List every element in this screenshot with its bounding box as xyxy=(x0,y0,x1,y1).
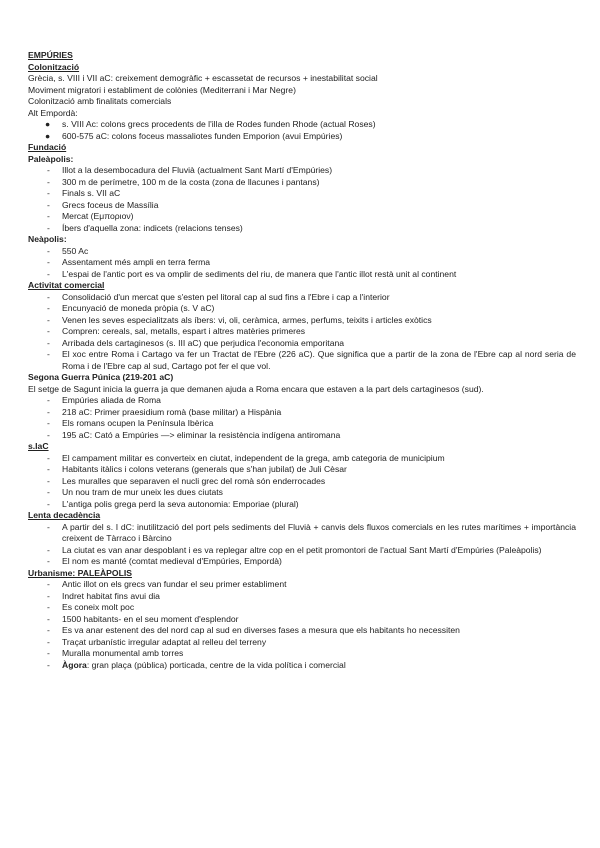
item-text: Muralla monumental amb torres xyxy=(62,648,184,658)
item-text: El campament militar es converteix en ciutat, independent de la grega, amb categoria de municipium xyxy=(62,452,445,463)
dash-marker: - xyxy=(47,337,50,348)
item-text: 550 Ac xyxy=(62,245,89,256)
dash-item xyxy=(28,223,576,235)
dash-marker: - xyxy=(47,245,50,256)
dash-marker: - xyxy=(47,188,50,198)
text-line: El setge de Sagunt inicia la guerra ja que demanen ajuda a Roma encara que estaven a la part dels cartaginesos (sud). xyxy=(28,383,484,394)
dash-marker: - xyxy=(47,452,50,463)
dash-marker: - xyxy=(47,406,50,417)
dash-item xyxy=(28,211,576,223)
item-text: Finals s. VII aC xyxy=(62,188,121,198)
item-text: Les muralles que separaven el nucli grec del romà són enderrocades xyxy=(62,475,326,486)
dash-item xyxy=(28,177,576,189)
dash-marker: - xyxy=(47,556,50,566)
item-text: 218 aC: Primer praesidium romà (base militar) a Hispània xyxy=(62,406,282,417)
dash-item xyxy=(28,614,576,626)
item-text: La ciutat es van anar despoblant i es va replegar altre cop en el petit promontori de l'actual Sant Martí d'Empúries (Paleàpolis) xyxy=(62,544,542,555)
dash-item xyxy=(28,418,576,430)
item-text: Un nou tram de mur uneix les dues ciutats xyxy=(62,487,223,497)
dash-marker: - xyxy=(47,498,50,509)
item-text: L'espai de l'antic port es va omplir de sediments del riu, de manera que l'antic illot restà unit al continent xyxy=(62,268,457,279)
item-text: Encunyació de moneda pròpia (s. V aC) xyxy=(62,303,215,313)
dash-marker: - xyxy=(47,625,50,635)
item-text: Venen les seves especialitzats als íbers: vi, oli, ceràmica, armes, perfums, teixits i articles exòtics xyxy=(62,314,432,325)
dash-marker: - xyxy=(47,464,50,474)
dash-item xyxy=(28,648,576,660)
dash-marker: - xyxy=(47,613,50,624)
bullet-text: 600-575 aC: colons foceus massaliotes funden Emporion (avui Empúries) xyxy=(62,130,343,141)
heading-colonitzacio: Colonització xyxy=(28,61,80,72)
bullet-marker: ● xyxy=(45,130,51,141)
dash-item xyxy=(28,165,576,177)
dash-item xyxy=(28,453,576,465)
dash-item-agora xyxy=(28,660,576,672)
dash-marker: - xyxy=(47,165,50,175)
dash-marker: - xyxy=(47,176,50,187)
dash-item xyxy=(28,499,576,511)
dash-item xyxy=(28,522,576,545)
dash-item xyxy=(28,487,576,499)
dash-marker: - xyxy=(47,579,50,589)
bullet-text: s. VIII Ac: colons grecs procedents de l'illa de Rodes funden Rhode (actual Roses) xyxy=(62,119,376,129)
dash-item xyxy=(28,579,576,591)
dash-marker: - xyxy=(47,602,50,612)
item-text: Mercat (Εμποριον) xyxy=(62,211,134,221)
item-text: Els romans ocupen la Península Ibèrica xyxy=(62,418,214,428)
dash-item xyxy=(28,292,576,304)
dash-item xyxy=(28,625,576,637)
heading-urbanisme: Urbanisme: PALEÀPOLIS xyxy=(28,567,132,578)
dash-item xyxy=(28,407,576,419)
dash-marker: - xyxy=(47,326,50,336)
item-text: Antic illot on els grecs van fundar el seu primer establiment xyxy=(62,579,287,589)
dash-item xyxy=(28,430,576,442)
dash-marker: - xyxy=(47,314,50,325)
item-text: Assentament més ampli en terra ferma xyxy=(62,257,211,267)
text-line: Alt Empordà: xyxy=(28,107,78,118)
bullet-item xyxy=(28,119,576,131)
dash-item xyxy=(28,545,576,557)
dash-marker: - xyxy=(47,395,50,405)
item-text: Arribada dels cartaginesos (s. III aC) que perjudica l'economia emporitana xyxy=(62,337,345,348)
dash-marker: - xyxy=(47,429,50,440)
text-line: Colonització amb finalitats comercials xyxy=(28,96,172,106)
dash-item xyxy=(28,200,576,212)
dash-marker: - xyxy=(47,349,50,359)
item-text: Compren: cereals, sal, metalls, espart i altres matèries primeres xyxy=(62,326,306,336)
item-text: Illot a la desembocadura del Fluvià (actualment Sant Martí d'Empúries) xyxy=(62,165,333,175)
dash-marker: - xyxy=(47,199,50,210)
item-text: L'antiga polis grega perd la seva autonomia: Emporiae (plural) xyxy=(62,498,299,509)
dash-item xyxy=(28,602,576,614)
dash-marker: - xyxy=(47,659,50,670)
text-line: Moviment migratori i establiment de colònies (Mediterrani i Mar Negre) xyxy=(28,84,296,95)
heading-activitat-comercial: Activitat comercial xyxy=(28,280,105,290)
dash-item xyxy=(28,257,576,269)
dash-item xyxy=(28,556,576,568)
document-title: EMPÚRIES xyxy=(28,50,73,60)
item-text: Traçat urbanístic irregular adaptat al relleu del terreny xyxy=(62,636,267,647)
dash-item xyxy=(28,269,576,281)
dash-marker: - xyxy=(47,303,50,313)
item-text: Es va anar estenent des del nord cap al sud en diverses fases a mesura que els habitants ho necessiten xyxy=(62,625,460,635)
dash-marker: - xyxy=(47,636,50,647)
item-text: Es coneix molt poc xyxy=(62,602,135,612)
agora-term: Àgora xyxy=(62,659,87,670)
dash-item xyxy=(28,395,576,407)
subheading-neapolis: Neàpolis: xyxy=(28,234,67,244)
dash-item xyxy=(28,591,576,603)
item-text: Indret habitat fins avui dia xyxy=(62,590,160,601)
dash-marker: - xyxy=(47,211,50,221)
dash-item xyxy=(28,464,576,476)
dash-item xyxy=(28,303,576,315)
item-text: Consolidació d'un mercat que s'esten pel litoral cap al sud fins a l'Ebre i cap a l'interior xyxy=(62,291,390,302)
text-line: Grècia, s. VIII i VII aC: creixement demogràfic + escassetat de recursos + inestabilitat social xyxy=(28,73,378,83)
subheading-paleapolis: Paleàpolis: xyxy=(28,153,74,164)
dash-marker: - xyxy=(47,257,50,267)
item-text: 195 aC: Cató a Empúries —> eliminar la resistència indígena antiromana xyxy=(62,429,341,440)
dash-item xyxy=(28,637,576,649)
dash-marker: - xyxy=(47,521,50,532)
bullet-marker: ● xyxy=(45,119,51,129)
agora-text: : gran plaça (pública) porticada, centre de la vida política i comercial xyxy=(86,659,346,670)
dash-item xyxy=(28,246,576,258)
bullet-item xyxy=(28,131,576,143)
dash-item xyxy=(28,326,576,338)
heading-segona-guerra-punica: Segona Guerra Púnica (219-201 aC) xyxy=(28,372,174,382)
dash-marker: - xyxy=(47,222,50,233)
item-text: Empúries aliada de Roma xyxy=(62,395,161,405)
dash-marker: - xyxy=(47,418,50,428)
item-text: El xoc entre Roma i Cartago va fer un Tractat de l'Ebre (226 aC). Que significa que a partir de la zona de l'Ebre cap al nord seria de Roma i de l'Ebre cap al sud, Cartago pot fer el que vol. xyxy=(62,349,576,371)
document-page xyxy=(28,50,576,671)
dash-item xyxy=(28,349,576,372)
dash-marker: - xyxy=(47,487,50,497)
heading-fundacio: Fundació xyxy=(28,142,67,152)
dash-item xyxy=(28,338,576,350)
dash-marker: - xyxy=(47,291,50,302)
dash-marker: - xyxy=(47,590,50,601)
dash-marker: - xyxy=(47,475,50,486)
dash-item xyxy=(28,315,576,327)
dash-item xyxy=(28,188,576,200)
item-text: Grecs foceus de Massília xyxy=(62,199,159,210)
item-text: 1500 habitants- en el seu moment d'esplendor xyxy=(62,613,239,624)
item-text: Íbers d'aquella zona: indicets (relacions tenses) xyxy=(62,222,243,233)
item-text: Habitants itàlics i colons veterans (generals que s'han jubilat) de Juli Cèsar xyxy=(62,464,347,474)
dash-marker: - xyxy=(47,648,50,658)
dash-marker: - xyxy=(47,268,50,279)
dash-item xyxy=(28,476,576,488)
item-text: A partir del s. I dC: inutilització del port pels sediments del Fluvià + canvis dels fluxos comercials en les rutes marítimes + importància creixent de Tàrraco i Bàrcino xyxy=(62,521,576,543)
dash-marker: - xyxy=(47,544,50,555)
heading-s-i-ac: s.IaC xyxy=(28,441,49,451)
item-text: 300 m de perímetre, 100 m de la costa (zona de llacunes i pantans) xyxy=(62,176,320,187)
heading-lenta-decadencia: Lenta decadència xyxy=(28,510,101,520)
item-text: El nom es manté (comtat medieval d'Empúries, Empordà) xyxy=(62,556,282,566)
